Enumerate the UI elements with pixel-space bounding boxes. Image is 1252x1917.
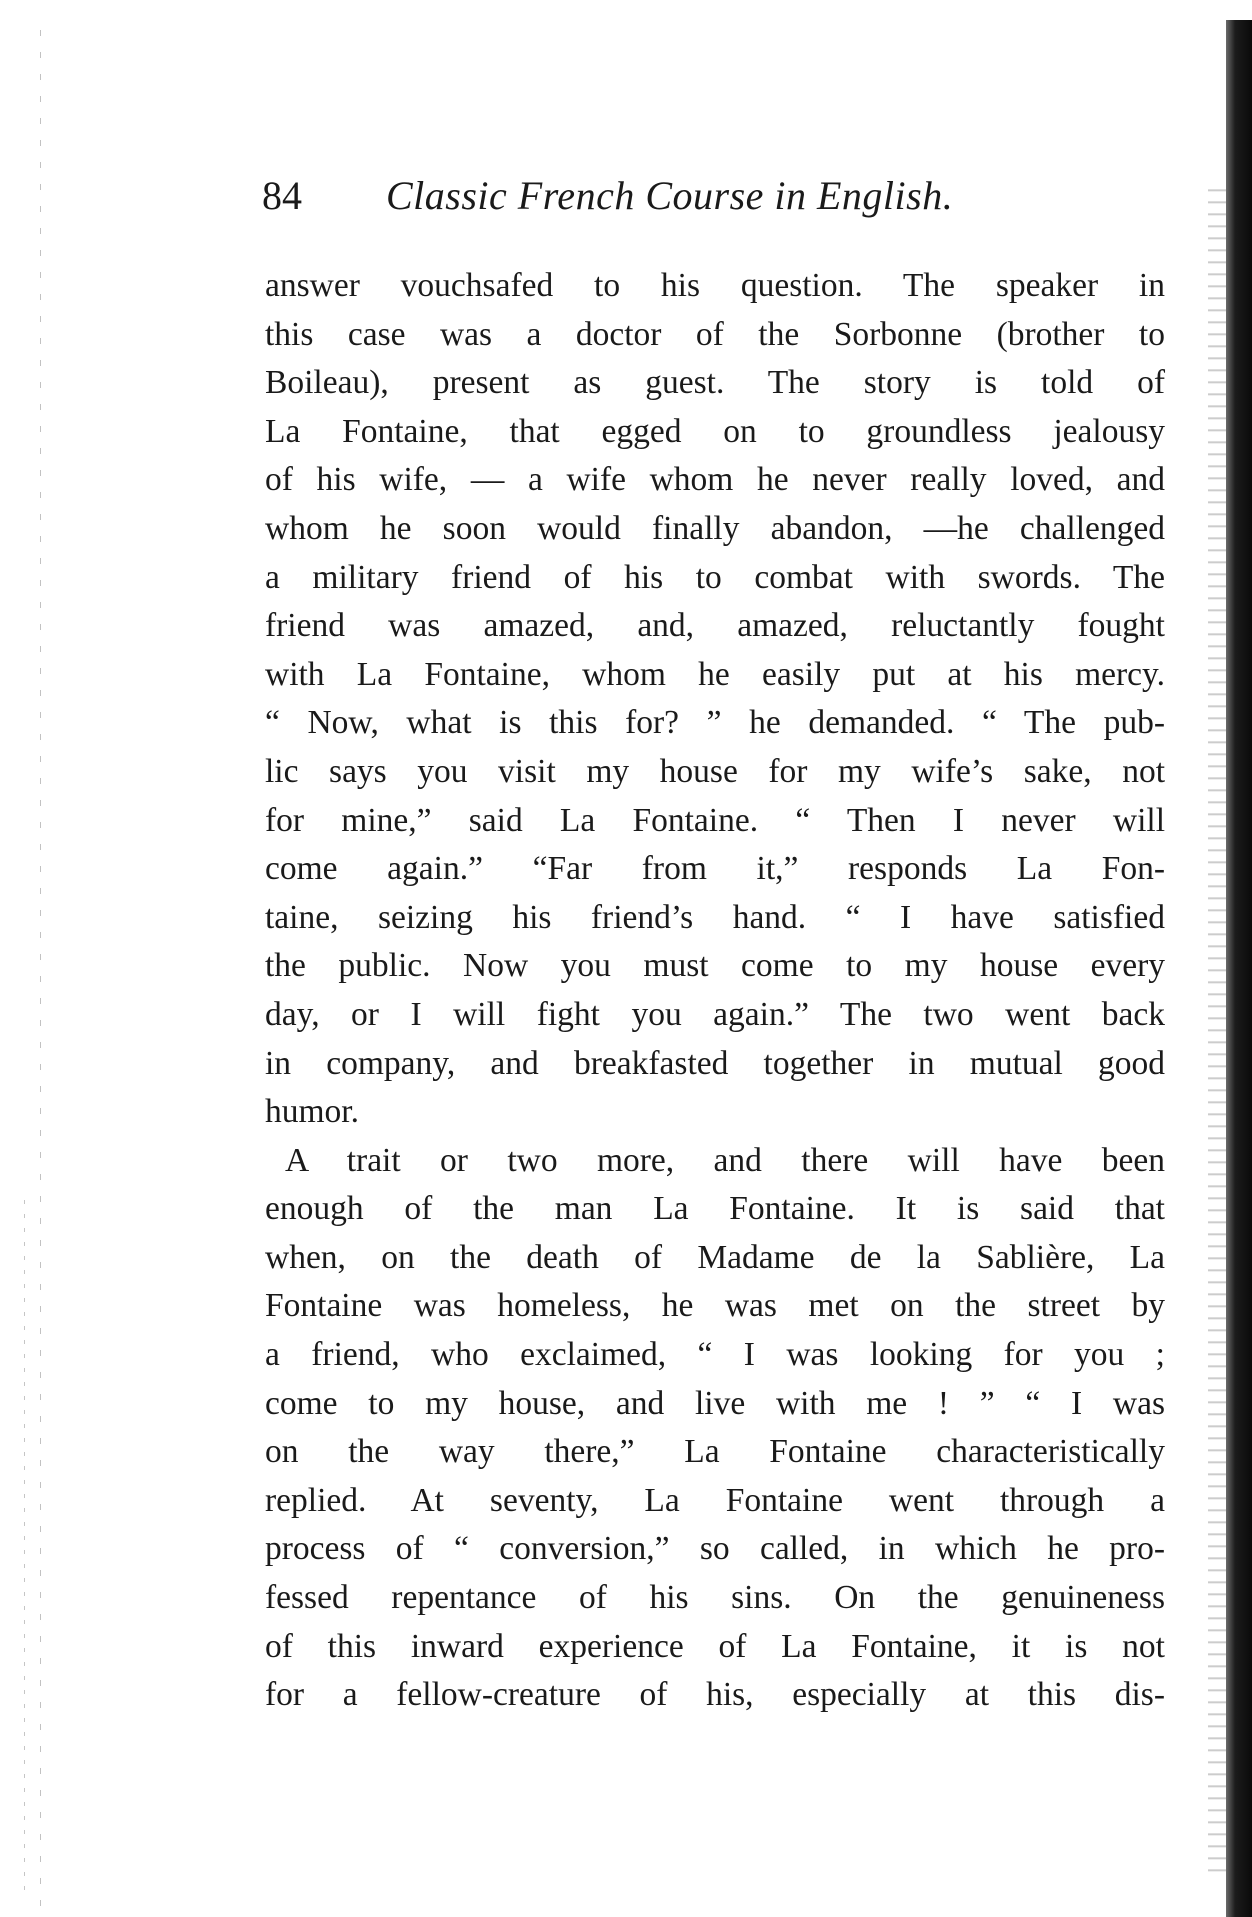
text-line: come to my house, and live with me ! ” “ I was bbox=[265, 1384, 1165, 1422]
text-line: A trait or two more, and there will have been bbox=[285, 1141, 1165, 1179]
text-line: come again.” “Far from it,” responds La Fon- bbox=[265, 850, 1165, 888]
text-line: La Fontaine, that egged on to groundless jealousy bbox=[265, 412, 1165, 450]
binding-edge bbox=[1226, 20, 1252, 1917]
text-line: day, or I will fight you again.” The two went back bbox=[265, 995, 1165, 1033]
binding-shadow bbox=[1208, 180, 1226, 1880]
running-header bbox=[262, 172, 1162, 228]
gutter-mark bbox=[24, 1200, 25, 1900]
text-line: a friend, who exclaimed, “ I was looking for you ; bbox=[265, 1336, 1165, 1374]
text-line: this case was a doctor of the Sorbonne (brother to bbox=[265, 315, 1165, 353]
text-line: on the way there,” La Fontaine characteristically bbox=[265, 1433, 1165, 1471]
text-line: for mine,” said La Fontaine. “ Then I never will bbox=[265, 801, 1165, 839]
gutter-mark bbox=[40, 30, 41, 1910]
text-line: fessed repentance of his sins. On the genuineness bbox=[265, 1579, 1165, 1617]
text-line: Boileau), present as guest. The story is told of bbox=[265, 364, 1165, 402]
text-line: with La Fontaine, whom he easily put at his mercy. bbox=[265, 655, 1165, 693]
text-line: humor. bbox=[265, 1093, 359, 1131]
text-line: the public. Now you must come to my house every bbox=[265, 947, 1165, 985]
text-line: taine, seizing his friend’s hand. “ I have satisfied bbox=[265, 898, 1165, 936]
text-line: answer vouchsafed to his question. The speaker in bbox=[265, 267, 1165, 304]
body-text bbox=[265, 262, 1165, 1720]
text-line: for a fellow-creature of his, especially at this dis- bbox=[265, 1676, 1165, 1714]
text-line: of his wife, — a wife whom he never really loved, and bbox=[265, 461, 1165, 499]
text-line: whom he soon would finally abandon, —he challenged bbox=[265, 509, 1165, 547]
text-line: process of “ conversion,” so called, in which he pro- bbox=[265, 1530, 1165, 1568]
text-line: of this inward experience of La Fontaine, it is not bbox=[265, 1627, 1165, 1665]
running-title: Classic French Course in English. bbox=[386, 173, 954, 218]
text-line: lic says you visit my house for my wife’s sake, not bbox=[265, 752, 1165, 790]
page-number: 84 bbox=[262, 173, 302, 218]
text-line: replied. At seventy, La Fontaine went through a bbox=[265, 1481, 1165, 1519]
text-line: in company, and breakfasted together in mutual good bbox=[265, 1044, 1165, 1082]
text-line: friend was amazed, and, amazed, reluctantly fought bbox=[265, 607, 1165, 645]
text-line: when, on the death of Madame de la Sablière, La bbox=[265, 1238, 1165, 1276]
text-line: enough of the man La Fontaine. It is said that bbox=[265, 1190, 1165, 1228]
text-line: a military friend of his to combat with swords. The bbox=[265, 558, 1165, 596]
text-line: Fontaine was homeless, he was met on the street by bbox=[265, 1287, 1165, 1325]
text-line: “ Now, what is this for? ” he demanded. “ The pub- bbox=[265, 704, 1165, 742]
